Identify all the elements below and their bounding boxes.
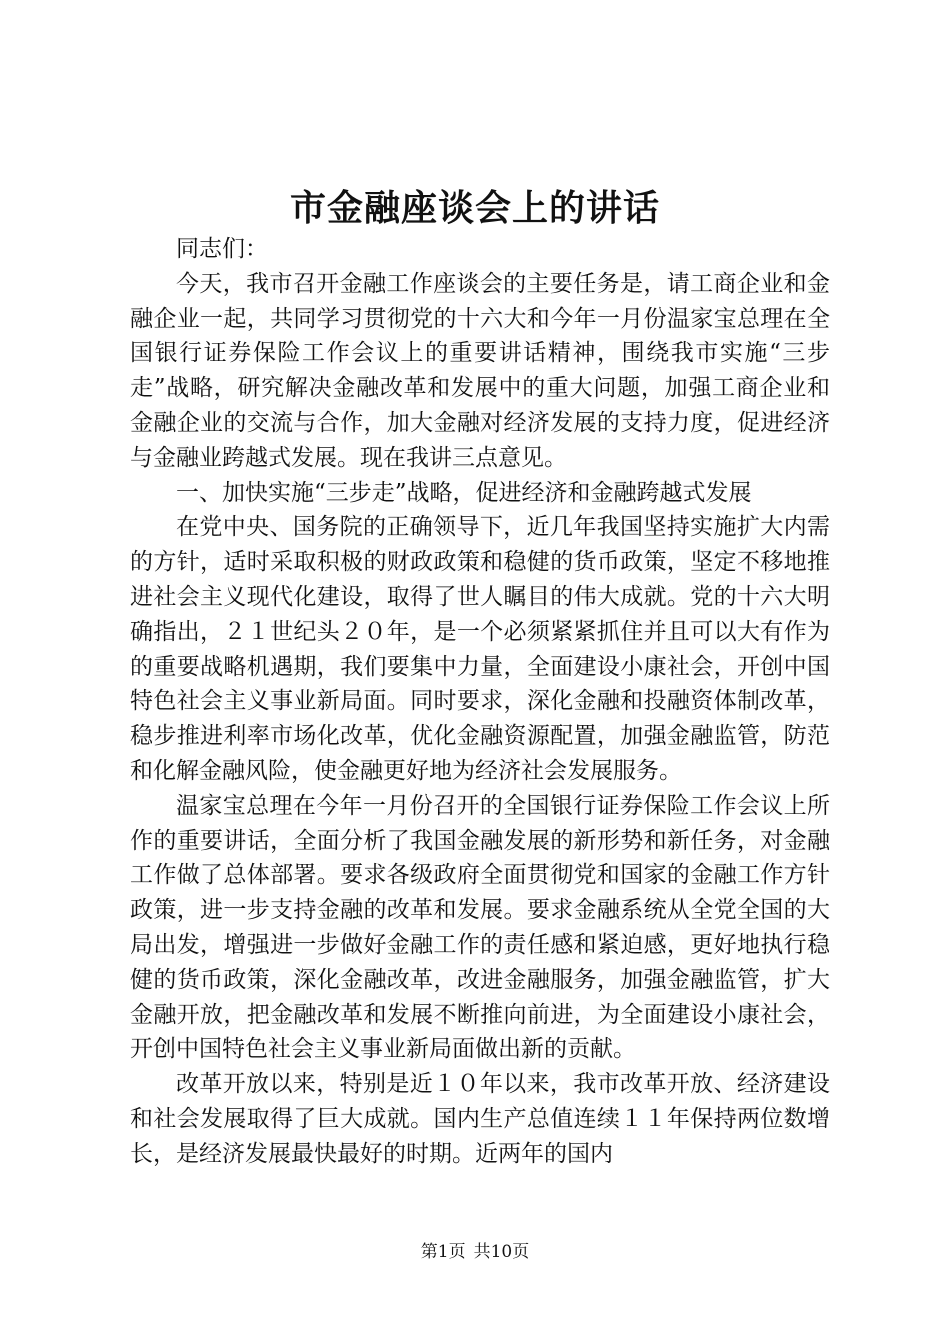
- body-paragraph: 今天，我市召开金融工作座谈会的主要任务是，请工商企业和金融企业一起，共同学习贯彻党的十六大和今年一月份温家宝总理在全国银行证券保险工作会议上的重要讲话精神，围绕我市实施“三步走”战略，研究解决金融改革和发展中的重大问题，加强工商企业和金融企业的交流与合作，加大金融对经济发展的支持力度，促进经济与金融业跨越式发展。现在我讲三点意见。: [130, 270, 830, 471]
- body-paragraph: 改革开放以来，特别是近１０年以来，我市改革开放、经济建设和社会发展取得了巨大成就。国内生产总值连续１１年保持两位数增长，是经济发展最快最好的时期。近两年的国内: [130, 1071, 830, 1167]
- page-number: 第1页: [420, 1242, 466, 1262]
- body-paragraph: 温家宝总理在今年一月份召开的全国银行证券保险工作会议上所作的重要讲话，全面分析了我国金融发展的新形势和新任务，对金融工作做了总体部署。要求各级政府全面贯彻党和国家的金融工作方针政策，进一步支持金融的改革和发展。要求金融系统从全党全国的大局出发，增强进一步做好金融工作的责任感和紧迫感，更好地执行稳健的货币政策，深化金融改革，改进金融服务，加强金融监管，扩大金融开放，把金融改革和发展不断推向前进，为全面建设小康社会，开创中国特色社会主义事业新局面做出新的贡献。: [130, 792, 830, 1063]
- page-footer: [0, 1240, 950, 1264]
- body-paragraph: 在党中央、国务院的正确领导下，近几年我国坚持实施扩大内需的方针，适时采取积极的财政政策和稳健的货币政策，坚定不移地推进社会主义现代化建设，取得了世人瞩目的伟大成就。党的十六大明确指出，２１世纪头２０年，是一个必须紧紧抓住并且可以大有作为的重要战略机遇期，我们要集中力量，全面建设小康社会，开创中国特色社会主义事业新局面。同时要求，深化金融和投融资体制改革，稳步推进利率市场化改革，优化金融资源配置，加强金融监管，防范和化解金融风险，使金融更好地为经济社会发展服务。: [130, 514, 830, 784]
- section-heading: 一、加快实施“三步走”战略，促进经济和金融跨越式发展: [176, 479, 752, 506]
- page-total: 共10页: [473, 1242, 530, 1262]
- document-title: 市金融座谈会上的讲话: [289, 187, 660, 229]
- salutation-paragraph: 同志们：: [176, 236, 268, 262]
- document-body: [130, 232, 830, 1172]
